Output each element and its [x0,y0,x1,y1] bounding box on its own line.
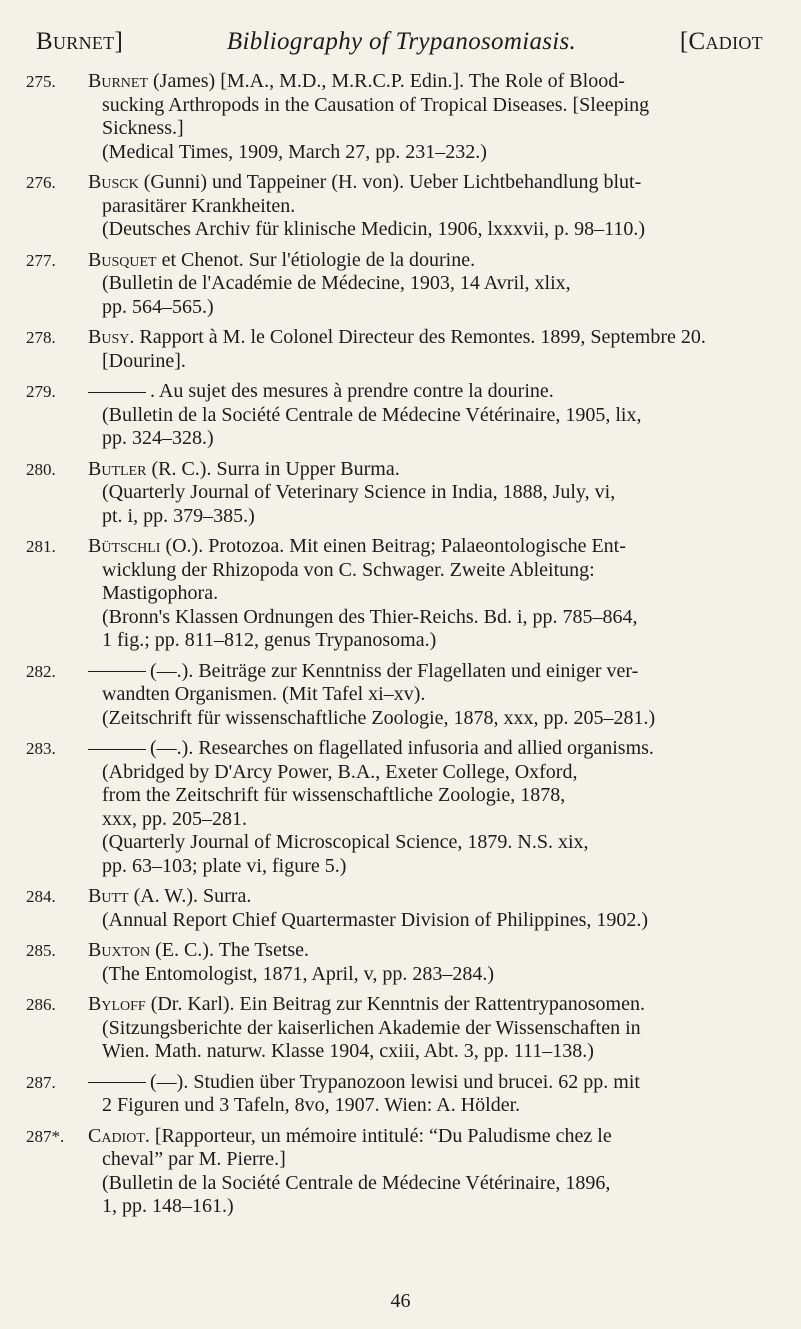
bibliography-entry [26,993,761,1064]
entry-author: Butt [88,885,129,907]
entry-number: 277. [26,250,56,270]
entry-author: Byloff [88,993,146,1015]
entry-line: (Bulletin de la Société Centrale de Médecine Vétérinaire, 1905, lix, [102,403,642,426]
entry-line: (Medical Times, 1909, March 27, pp. 231–232.) [102,140,487,163]
entry-author: Burnet [88,70,149,92]
bibliography-entry [26,171,761,242]
entry-number: 279. [26,382,56,401]
entry-line: (Bulletin de l'Académie de Médecine, 1903, 14 Avril, xlix, [102,272,571,294]
entry-line [88,326,761,350]
entry-text: Rapport à M. le Colonel Directeur des Remontes. 1899, Septembre 20. [139,326,706,348]
bibliography-entry [26,458,761,529]
entry-text: (A. W.). Surra. [133,885,252,907]
entry-text: (R. C.). Surra in Upper Burma. [151,457,400,480]
entry-text: [Rapporteur, un mémoire intitulé: “Du Paludisme chez le [154,1124,612,1147]
entry-line [88,380,761,404]
entry-number: 287*. [26,1126,65,1146]
entry-number: 276. [26,173,56,192]
entry-text: (—). Studien über Trypanozoon lewisi und brucei. 62 pp. mit [150,1070,640,1093]
entry-text: (E. C.). The Tsetse. [155,939,310,961]
entry-line: from the Zeitschrift für wissenschaftliche Zoologie, 1878, [102,784,566,806]
entry-line: [Dourine]. [102,349,186,372]
entry-author: Bütschli [88,535,161,557]
entry-text: (—.). Researches on flagellated infusoria and allied organisms. [150,737,654,759]
entry-text: (—.). Beiträge zur Kenntniss der Flagellaten und einiger ver- [150,659,639,682]
bibliography-entry [26,660,761,731]
entry-line: pp. 324–328.) [102,427,214,449]
entry-line: Sickness.] [102,117,184,139]
entry-text: (Gunni) und Tappeiner (H. von). Ueber Lichtbehandlung blut- [143,171,642,193]
entry-line: wicklung der Rhizopoda von C. Schwager. Zweite Ableitung: [102,558,595,581]
entry-line: (Bulletin de la Société Centrale de Médecine Vétérinaire, 1896, [102,1171,611,1194]
entry-author: Busck [88,171,139,193]
entry-line: 2 Figuren und 3 Tafeln, 8vo, 1907. Wien: A. Hölder. [102,1094,521,1116]
entry-line: (Zeitschrift für wissenschaftliche Zoologie, 1878, xxx, pp. 205–281.) [102,706,656,729]
running-header [36,28,763,56]
bibliography-entry [26,885,761,932]
entry-text: et Chenot. Sur l'étiologie de la dourine. [161,248,476,271]
bibliography-entry [26,326,761,373]
entry-line: pt. i, pp. 379–385.) [102,504,255,527]
entry-number: 286. [26,995,56,1014]
bibliography-entry [26,737,761,878]
repeat-author-dash [88,1082,146,1083]
entry-line: (The Entomologist, 1871, April, v, pp. 283–284.) [102,962,495,985]
entry-text: (James) [M.A., M.D., M.R.C.P. Edin.]. The Role of Blood- [153,70,625,92]
entry-number: 283. [26,739,56,758]
entry-line: (Deutsches Archiv für klinische Medicin, 1906, lxxxvii, p. 98–110.) [102,218,646,240]
entry-line [88,70,761,94]
entry-line [88,1071,761,1095]
entry-line [88,535,761,559]
bibliography-entry [26,535,761,653]
entry-line: cheval” par M. Pierre.] [102,1148,286,1170]
entry-line: wandten Organismen. (Mit Tafel xi–xv). [102,683,426,705]
entry-line: pp. 564–565.) [102,295,214,318]
bibliography-entry [26,1125,761,1219]
header-left: Burnet] [36,28,124,55]
entry-line [88,737,761,761]
entry-line [88,885,761,909]
entry-author: Butler [88,457,147,480]
entry-line [88,660,761,684]
entry-number: 278. [26,328,56,347]
entry-text: . Au sujet des mesures à prendre contre la dourine. [150,380,554,402]
bibliography-entry [26,70,761,164]
entry-line: parasitärer Krankheiten. [102,194,296,217]
entry-line: Wien. Math. naturw. Klasse 1904, cxiii, Abt. 3, pp. 111–138.) [102,1040,594,1062]
entry-number: 285. [26,941,56,960]
page-number: 46 [390,1290,411,1312]
entry-line: 1 fig.; pp. 811–812, genus Trypanosoma.) [102,629,437,651]
entry-line [88,171,761,195]
entry-line: pp. 63–103; plate vi, figure 5.) [102,854,347,877]
entry-line: xxx, pp. 205–281. [102,807,247,830]
entry-line [88,939,761,963]
entry-line: (Abridged by D'Arcy Power, B.A., Exeter College, Oxford, [102,760,578,783]
entry-line: 1, pp. 148–161.) [102,1195,234,1217]
repeat-author-dash [88,671,146,672]
entry-line: sucking Arthropods in the Causation of Tropical Diseases. [Sleeping [102,93,650,116]
bibliography-list [26,70,761,1226]
bibliography-entry [26,939,761,986]
bibliography-entry [26,1071,761,1118]
entry-author: Cadiot. [88,1124,150,1147]
entry-line [88,458,761,482]
entry-author: Busy. [88,326,135,348]
entry-line: Mastigophora. [102,582,219,604]
entry-number: 282. [26,661,56,681]
entry-line: (Quarterly Journal of Veterinary Science in India, 1888, July, vi, [102,481,616,503]
entry-line: (Sitzungsberichte der kaiserlichen Akademie der Wissenschaften in [102,1016,641,1039]
entry-number: 284. [26,887,56,906]
entry-text: (O.). Protozoa. Mit einen Beitrag; Palaeontologische Ent- [165,535,626,557]
entry-number: 275. [26,72,56,91]
entry-text: (Dr. Karl). Ein Beitrag zur Kenntnis der Rattentrypanosomen. [150,993,645,1015]
entry-line: (Quarterly Journal of Microscopical Science, 1879. N.S. xix, [102,831,589,853]
entry-number: 281. [26,537,56,556]
bibliography-entry [26,249,761,320]
bibliography-entry [26,380,761,451]
entry-author: Busquet [88,248,157,271]
entry-line: (Annual Report Chief Quartermaster Division of Philippines, 1902.) [102,908,649,931]
entry-line [88,993,761,1017]
repeat-author-dash [88,392,146,393]
entry-line [88,249,761,273]
entry-author: Buxton [88,939,151,961]
entry-number: 280. [26,459,56,479]
header-right: [Cadiot [679,28,763,55]
entry-line: (Bronn's Klassen Ordnungen des Thier-Reichs. Bd. i, pp. 785–864, [102,605,638,628]
repeat-author-dash [88,749,146,750]
entry-line [88,1125,761,1149]
header-title: Bibliography of Trypanosomiasis. [226,28,577,55]
entry-number: 287. [26,1072,56,1092]
